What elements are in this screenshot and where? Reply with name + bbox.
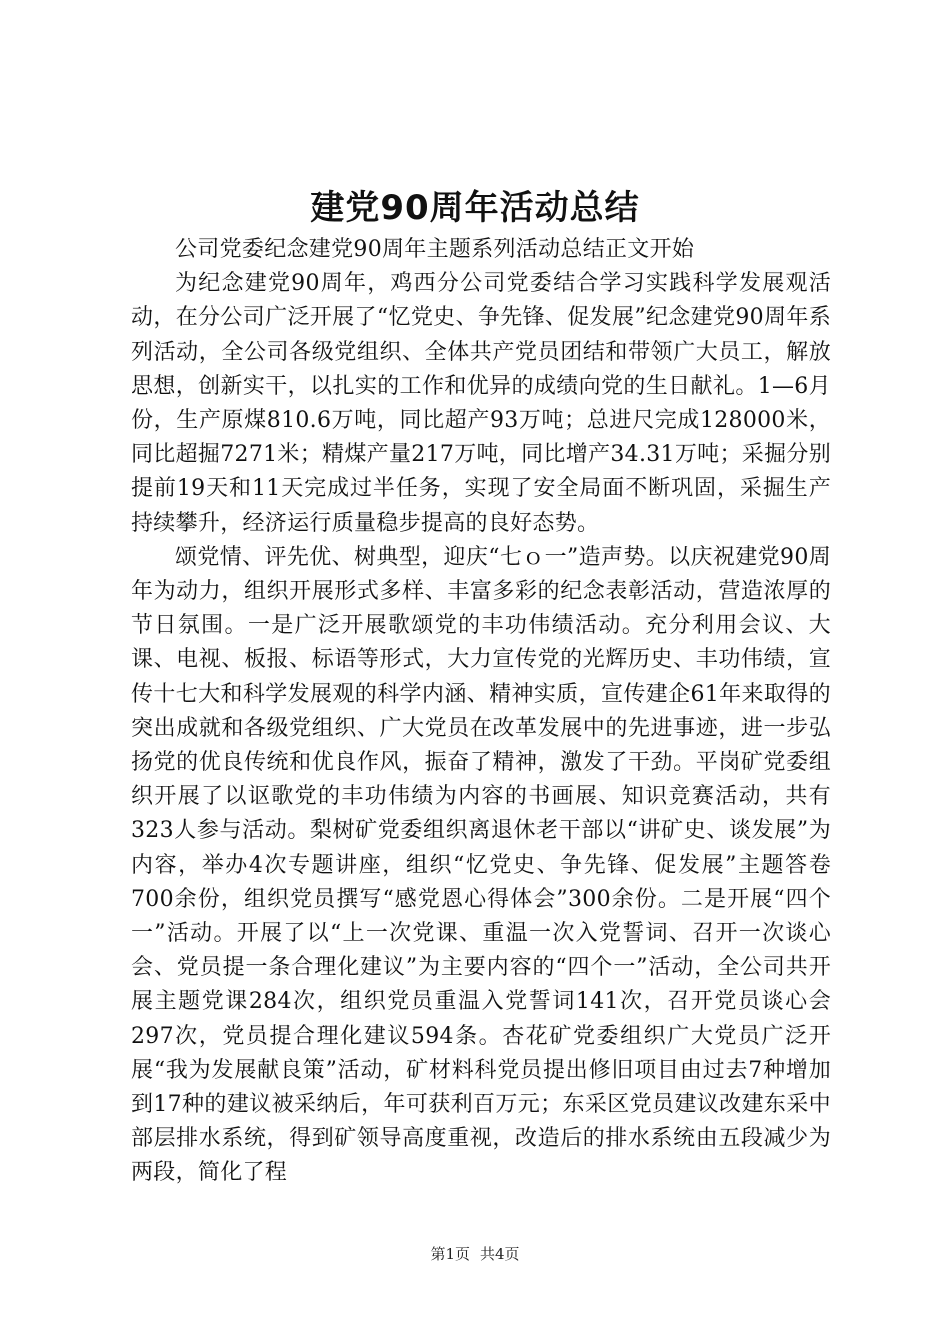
paragraph-intro: 公司党委纪念建党90周年主题系列活动总结正文开始 [175,237,695,262]
document-title: 建党90周年活动总结 [310,188,640,228]
document-body [131,233,831,1191]
page-footer [0,1244,950,1264]
page-number: 第1页 [430,1245,470,1263]
paragraph-summary: 为纪念建党90周年，鸡西分公司党委结合学习实践科学发展观活动，在分公司广泛开展了“忆党史、争先锋、促发展”纪念建党90周年系列活动，全公司各级党组织、全体共产党员团结和带领广大员工，解放思想，创新实干，以扎实的工作和优异的成绩向党的生日献礼。1—6月份，生产原煤810.6万吨，同比超产93万吨；总进尺完成128000米，同比超掘7271米；精煤产量217万吨，同比增产34.31万吨；采掘分别提前19天和11天完成过半任务，实现了安全局面不断巩固，采掘生产持续攀升，经济运行质量稳步提高的良好态势。 [131,271,831,536]
page-total: 共4页 [480,1245,520,1263]
paragraph-activities: 颂党情、评先优、树典型，迎庆“七ｏ一”造声势。以庆祝建党90周年为动力，组织开展形式多样、丰富多彩的纪念表彰活动，营造浓厚的节日氛围。一是广泛开展歌颂党的丰功伟绩活动。充分利用会议、大课、电视、板报、标语等形式，大力宣传党的光辉历史、丰功伟绩，宣传十七大和科学发展观的科学内涵、精神实质，宣传建企61年来取得的突出成就和各级党组织、广大党员在改革发展中的先进事迹，进一步弘扬党的优良传统和优良作风，振奋了精神，激发了干劲。平岗矿党委组织开展了以讴歌党的丰功伟绩为内容的书画展、知识竞赛活动，共有323人参与活动。梨树矿党委组织离退休老干部以“讲矿史、谈发展”为内容，举办4次专题讲座，组织“忆党史、争先锋、促发展”主题答卷700余份，组织党员撰写“感党恩心得体会”300余份。二是开展“四个一”活动。开展了以“上一次党课、重温一次入党誓词、召开一次谈心会、党员提一条合理化建议”为主要内容的“四个一”活动，全公司共开展主题党课284次，组织党员重温入党誓词141次，召开党员谈心会297次，党员提合理化建议594条。杏花矿党委组织广大党员广泛开展“我为发展献良策”活动，矿材料科党员提出修旧项目由过去7种增加到17种的建议被采纳后，年可获利百万元；东采区党员建议改建东采中部层排水系统，得到矿领导高度重视，改造后的排水系统由五段减少为两段，简化了程 [131,544,831,1186]
